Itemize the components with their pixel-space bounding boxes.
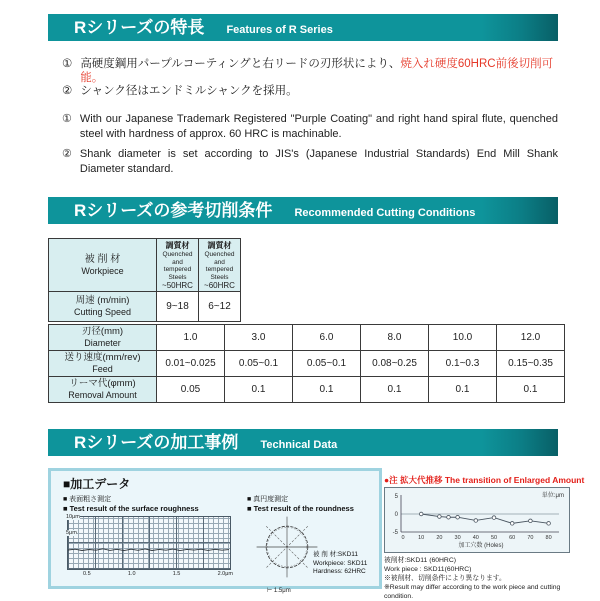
line-chart (385, 488, 567, 550)
diameter-value: 8.0 (361, 325, 429, 351)
svg-text:80: 80 (545, 535, 552, 541)
cutting-speed-60hrc: 6~12 (199, 292, 241, 322)
roughness-trace (68, 517, 230, 569)
svg-text:50: 50 (490, 535, 498, 541)
chart-unit-label: 単位:μm (541, 493, 564, 499)
feature-en-2 (62, 147, 558, 177)
feature-en-2-text: Shank diameter is set according to JIS's (Japanese Industrial Standards) End Mill Shank Diameter standard. (79, 148, 558, 175)
svg-text:30: 30 (454, 535, 461, 541)
roundness-panel (247, 495, 373, 594)
workpiece-header-cell: 被 削 材 Workpiece (49, 239, 157, 292)
svg-text:加工穴数 (Holes): 加工穴数 (Holes) (458, 543, 504, 549)
roughness-label-en: ■ Test result of the surface roughness (63, 504, 199, 513)
table-row-removal (49, 377, 565, 403)
removal-value: 0.1 (497, 377, 565, 403)
diameter-value: 6.0 (293, 325, 361, 351)
feature-jp-2-text: シャンク径はエンドミルシャンクを採用。 (80, 85, 298, 97)
bullet-number: ① (62, 113, 72, 125)
diameter-value: 3.0 (225, 325, 293, 351)
roundness-workpiece-jp: 被 削 材:SKD11 (313, 551, 359, 558)
col-60hrc-header: 調質材 Quenched and tempered Steels ~60HRC (199, 239, 241, 292)
section-title-jp: Rシリーズの参考切削条件 (74, 201, 273, 220)
feed-value: 0.05~0.1 (293, 351, 361, 377)
diameter-value: 12.0 (497, 325, 565, 351)
surface-roughness-panel (63, 495, 233, 577)
roundness-hardness: Hardness: 62HRC (313, 568, 366, 575)
enlarged-amount-chart (384, 487, 570, 553)
section-title-en: Recommended Cutting Conditions (294, 207, 476, 219)
section-header-technical (48, 429, 558, 456)
diameter-label: 刃径(mm) Diameter (49, 325, 157, 351)
feed-value: 0.05~0.1 (225, 351, 293, 377)
footnote-caution-en: ※Result may differ according to the work piece and cutting condition. (384, 584, 561, 600)
footnote-caution-jp: ※被削材、切削条件により異なります。 (384, 575, 506, 582)
enlarged-amount-note: ●注 拡大代推移 The transition of Enlarged Amount (384, 475, 585, 485)
svg-text:20: 20 (436, 535, 443, 541)
feature-jp-1-text: 高硬度鋼用パープルコーティングと右リードの刃形状により、焼入れ硬度60HRC前後切削可能。 (80, 58, 554, 84)
removal-value: 0.1 (225, 377, 293, 403)
roughness-ylabel-5: 5μm (66, 530, 77, 536)
removal-label: リーマ代(φmm) Removal Amount (49, 377, 157, 403)
cutting-speed-label: 周速 (m/min) Cutting Speed (49, 292, 157, 322)
roughness-label-jp: ■ 表面粗さ測定 (63, 496, 112, 503)
footnote-workpiece-en: Work piece : SKD11(60HRC) (384, 566, 472, 573)
section-header-features (48, 14, 558, 41)
bullet-number: ② (62, 148, 72, 160)
feed-value: 0.15~0.35 (497, 351, 565, 377)
feature-jp-1-red: 焼入れ硬度60HRC前後切削可能。 (80, 58, 554, 84)
feature-en-1 (62, 112, 558, 142)
roughness-ylabel-10: 10μm (66, 514, 80, 520)
section-title-jp: Rシリーズの特長 (74, 18, 205, 37)
chart-footnotes (384, 556, 574, 601)
removal-value: 0.1 (293, 377, 361, 403)
svg-text:70: 70 (527, 535, 534, 541)
machining-data-box (48, 468, 382, 594)
bullet-number: ② (62, 85, 73, 97)
roundness-diagram (255, 515, 319, 579)
section-header-conditions (48, 197, 558, 224)
removal-value: 0.05 (157, 377, 225, 403)
svg-text:60: 60 (509, 535, 516, 541)
svg-text:0: 0 (401, 535, 405, 541)
svg-text:0: 0 (394, 512, 398, 518)
roughness-xlabels (83, 571, 233, 577)
roundness-label-jp: ■ 真円度測定 (247, 496, 289, 503)
section-title-jp: Rシリーズの加工事例 (74, 433, 239, 452)
cutting-speed-50hrc: 9~18 (157, 292, 199, 322)
feed-value: 0.08~0.25 (361, 351, 429, 377)
machining-data-title: ■加工データ (63, 477, 131, 491)
col-50hrc-header: 調質材 Quenched and tempered Steels ~50HRC (157, 239, 199, 292)
feature-jp-2 (62, 84, 558, 98)
feature-en-1-text: With our Japanese Trademark Registered "Purple Coating" and right hand spiral flute, quenched steel with hardness of approx. 60 HRC is machinable. (79, 113, 558, 140)
roughness-xlabel: 0.5 (83, 571, 91, 577)
diameter-value: 10.0 (429, 325, 497, 351)
svg-text:-5: -5 (392, 530, 398, 536)
section-title-en: Technical Data (260, 439, 338, 451)
workpiece-table (48, 238, 241, 322)
removal-value: 0.1 (429, 377, 497, 403)
feed-label: 送り速度(mm/rev) Feed (49, 351, 157, 377)
bullet-number: ① (62, 58, 73, 70)
roundness-specs (313, 551, 367, 577)
roughness-grid-chart (67, 516, 231, 570)
svg-text:10: 10 (418, 535, 425, 541)
removal-value: 0.1 (361, 377, 429, 403)
svg-text:40: 40 (472, 535, 479, 541)
section-title-en: Features of R Series (226, 24, 333, 36)
roundness-label-en: ■ Test result of the roundness (247, 504, 354, 513)
roughness-xlabel: 2.0μm (217, 571, 233, 577)
diameter-value: 1.0 (157, 325, 225, 351)
roughness-xlabel: 1.0 (127, 571, 136, 577)
svg-text:5: 5 (394, 494, 398, 500)
roundness-scale-label: ⊢ 1.5μm (267, 588, 291, 594)
feature-jp-1 (62, 57, 558, 85)
feed-value: 0.1~0.3 (429, 351, 497, 377)
footnote-workpiece-jp: 被削材:SKD11 (60HRC) (384, 557, 457, 564)
table-row-diameter (49, 325, 565, 351)
roughness-xlabel: 1.5 (172, 571, 181, 577)
roundness-workpiece-en: Workpiece: SKD11 (313, 559, 368, 567)
feed-value: 0.01~0.025 (157, 351, 225, 377)
condition-table (48, 324, 565, 403)
table-row-feed (49, 351, 565, 377)
